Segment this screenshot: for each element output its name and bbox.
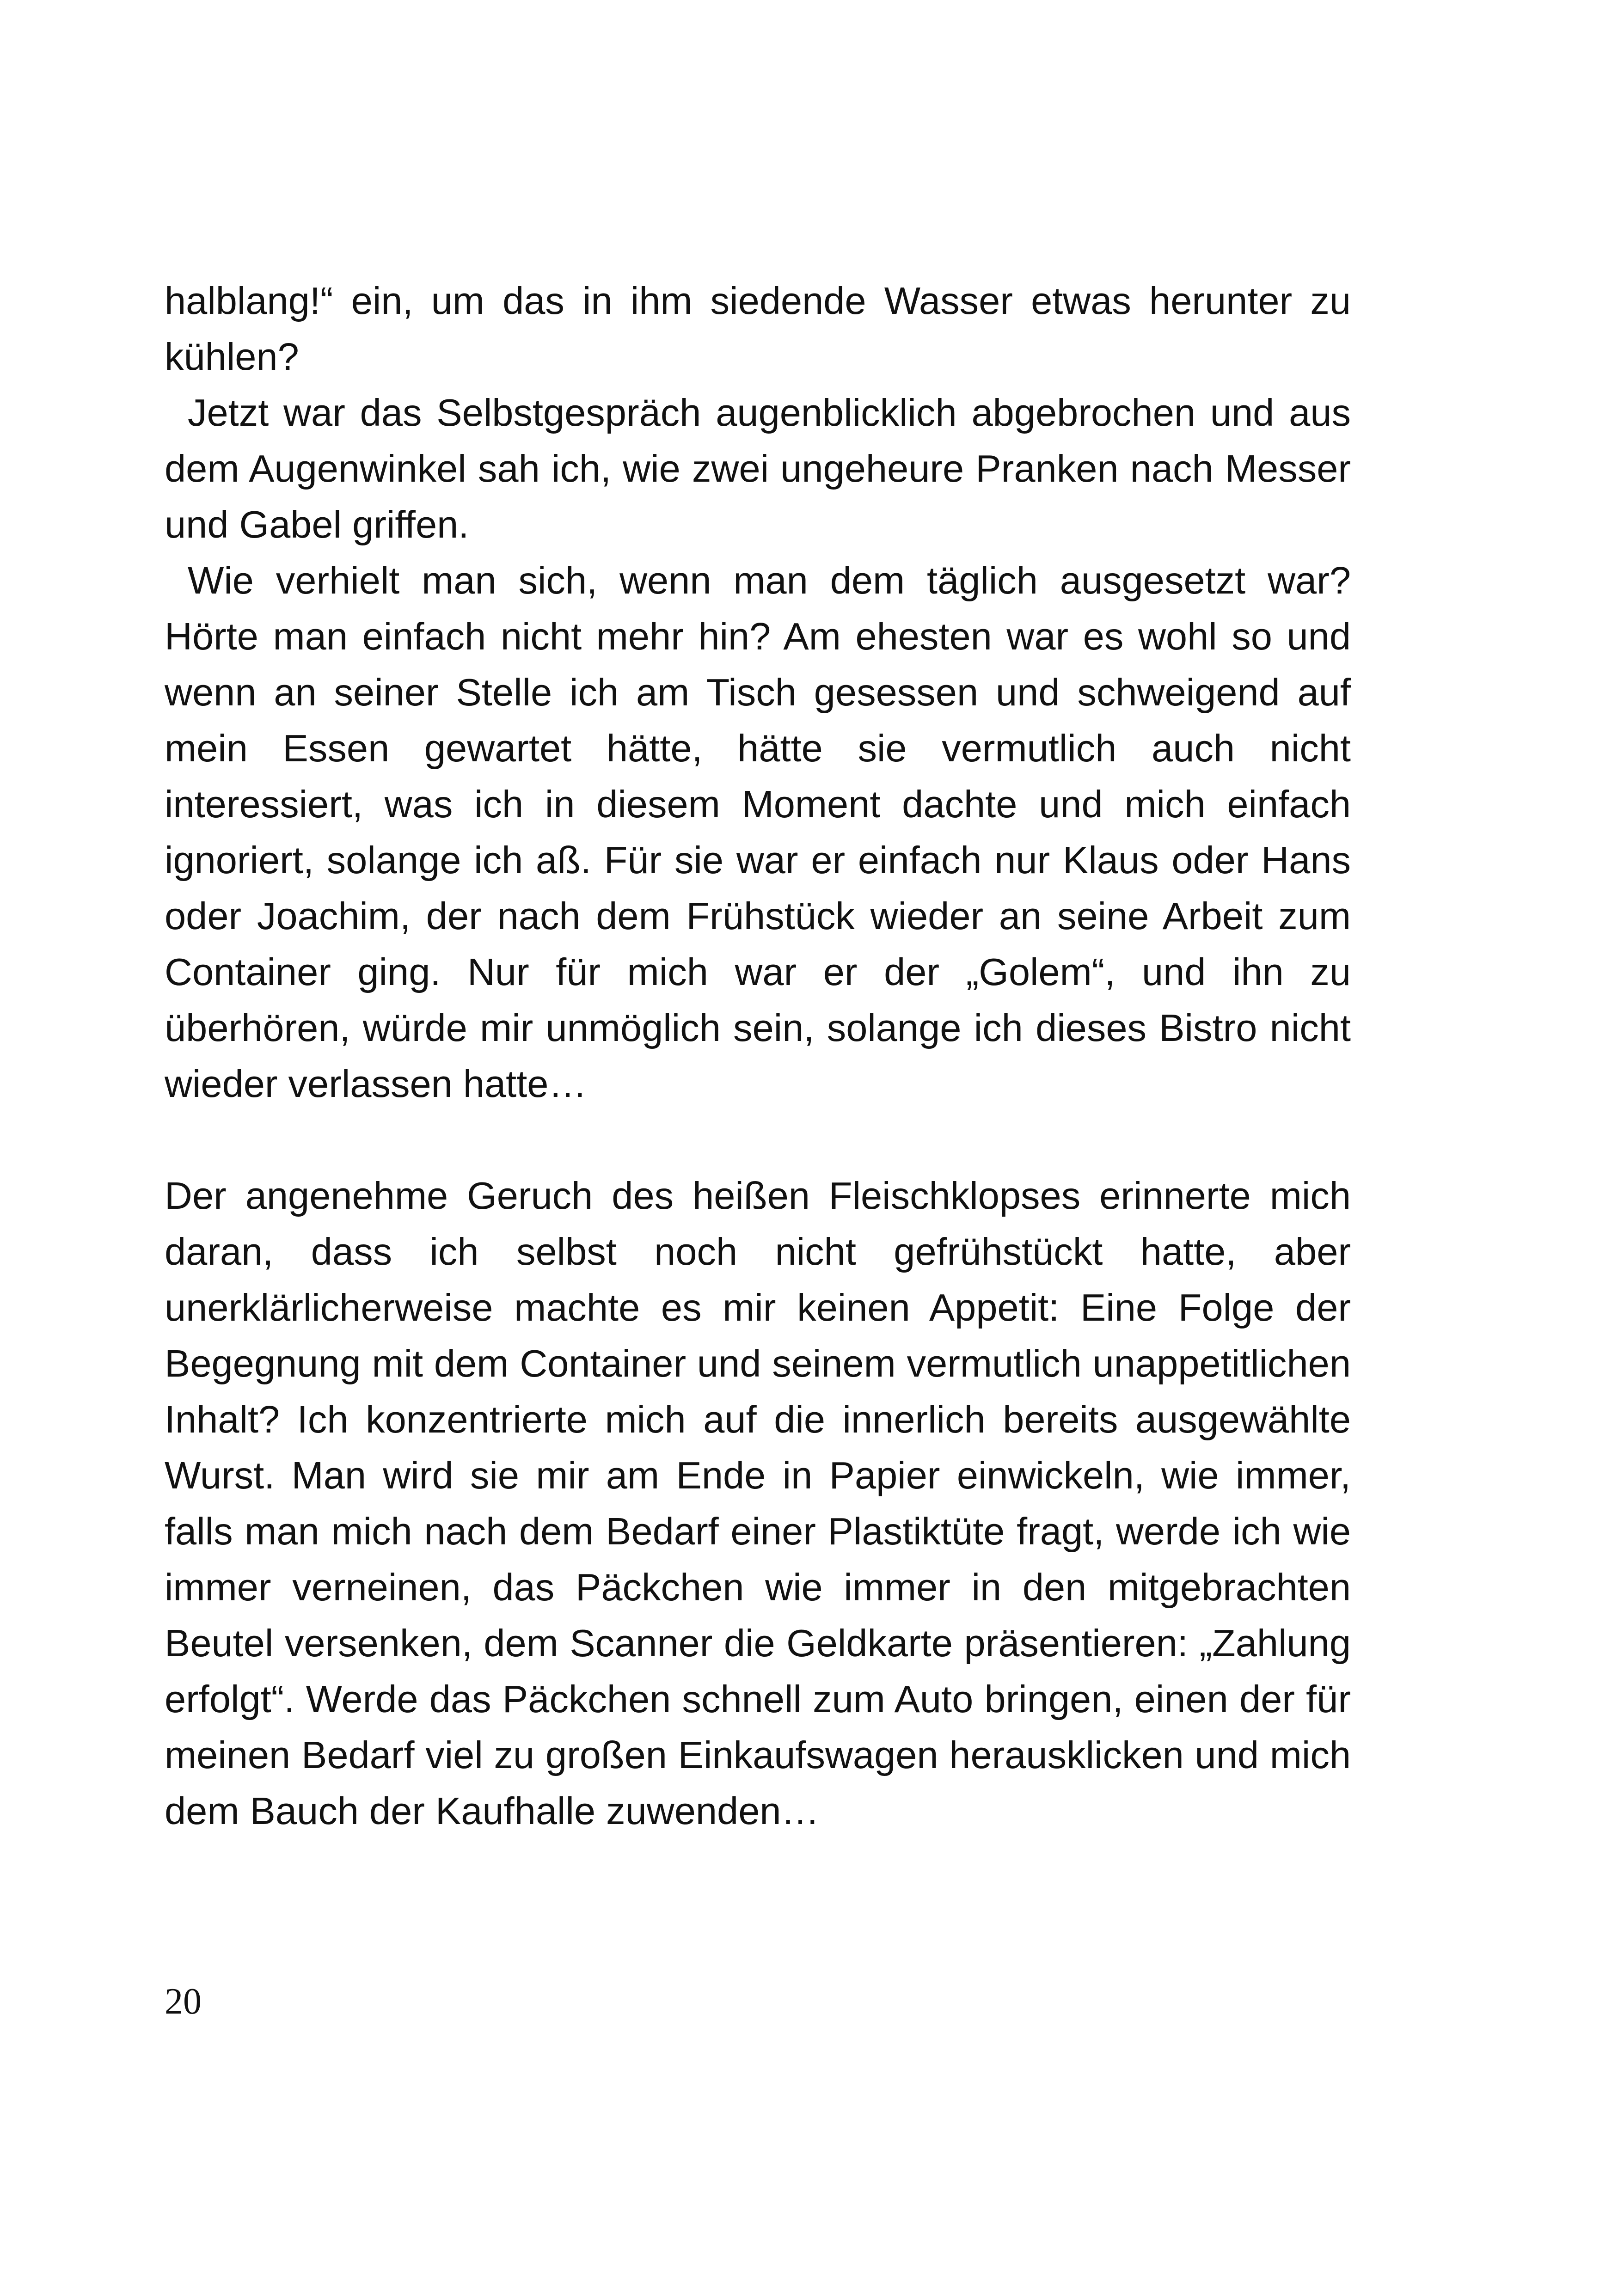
paragraph-golem: Wie verhielt man sich, wenn man dem täglich ausgesetzt war? Hörte man einfach nicht mehr hin? Am ehesten war es wohl so und wenn an seiner Stelle ich am Tisch gesessen und schweigend auf mein Essen gewartet hätte, hätte sie vermutlich auch nicht interessiert, was ich in diesem Moment dachte und mich einfach ignoriert, solange ich aß. Für sie war er einfach nur Klaus oder Hans oder Joachim, der nach dem Frühstück wieder an seine Arbeit zum Container ging. Nur für mich war er der „Golem“, und ihn zu überhören, würde mir unmöglich sein, solange ich dieses Bistro nicht wieder verlassen hatte… <box>165 559 1351 1105</box>
paragraph-selbstgespraech: Jetzt war das Selbstgespräch augenblicklich abgebrochen und aus dem Augenwinkel sah ich, wie zwei ungeheure Pranken nach Messer und Gabel griffen. <box>165 391 1351 546</box>
paragraph-continuation: halblang!“ ein, um das in ihm siedende Wasser etwas herunter zu kühlen? <box>165 279 1351 378</box>
section-break <box>165 1112 1351 1168</box>
page-number: 20 <box>165 1981 202 2022</box>
paragraph-fleischklops: Der angenehme Geruch des heißen Fleischklopses erinnerte mich daran, dass ich selbst noch nicht gefrühstückt hatte, aber unerklärlicherweise machte es mir keinen Appetit: Eine Folge der Begegnung mit dem Container und seinem vermutlich unappetitlichen Inhalt? Ich konzentrierte mich auf die innerlich bereits ausgewählte Wurst. Man wird sie mir am Ende in Papier einwickeln, wie immer, falls man mich nach dem Bedarf einer Plastiktüte fragt, werde ich wie immer verneinen, das Päckchen wie immer in den mitgebrachten Beutel versenken, dem Scanner die Geldkarte präsentieren: „Zahlung erfolgt“. Werde das Päckchen schnell zum Auto bringen, einen der für meinen Bedarf viel zu großen Einkaufswagen herausklicken und mich dem Bauch der Kaufhalle zuwenden… <box>165 1174 1351 1832</box>
body-text <box>165 273 1351 1839</box>
